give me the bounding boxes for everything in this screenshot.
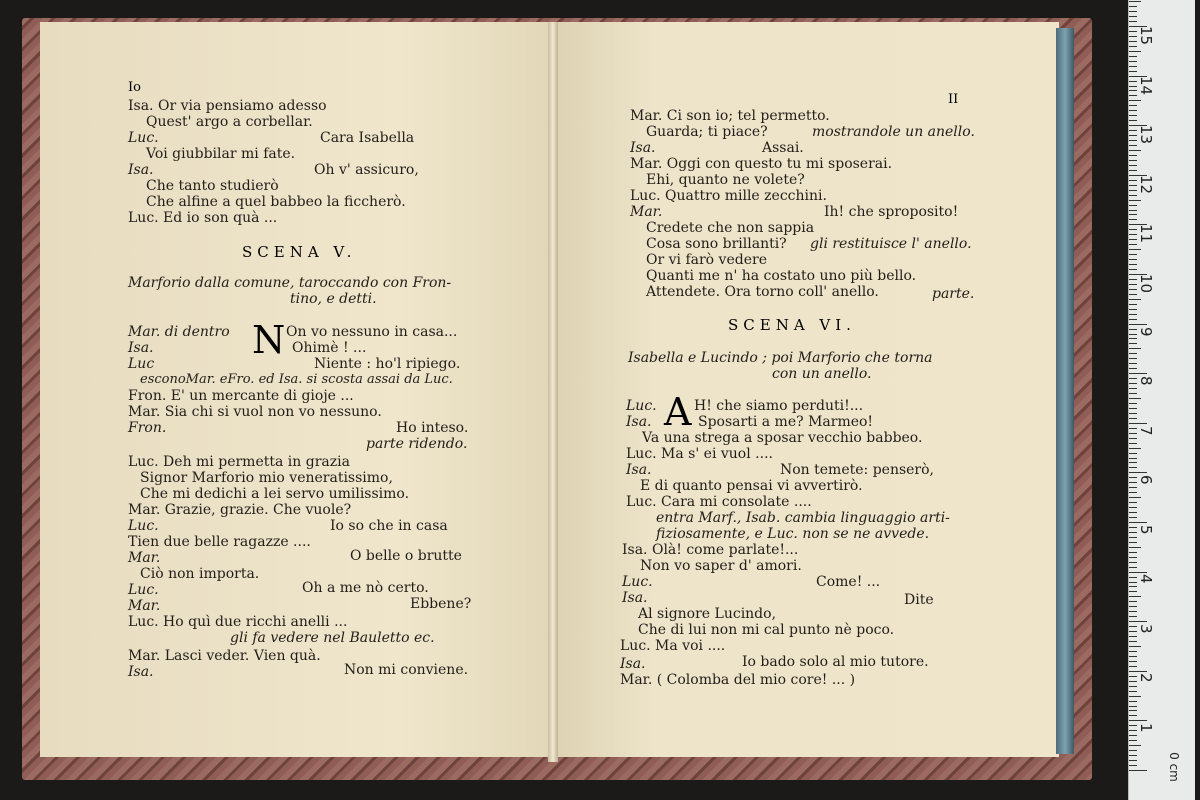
- ruler-tick: [1129, 100, 1141, 101]
- ruler-tick: [1129, 120, 1137, 121]
- ruler-tick: [1129, 720, 1147, 721]
- ruler-tick: [1129, 140, 1137, 141]
- ruler-tick: [1129, 150, 1141, 151]
- text-line: Ohimè ! ...: [292, 340, 367, 356]
- ruler-tick: [1129, 428, 1137, 429]
- ruler-tick: [1129, 214, 1137, 215]
- ruler-tick: [1129, 200, 1141, 201]
- ruler-tick: [1129, 462, 1137, 463]
- ruler-number: 14: [1137, 76, 1155, 96]
- text-line: Che alfine a quel babbeo la ficcherò.: [146, 194, 406, 210]
- ruler-tick: [1129, 299, 1141, 300]
- ruler-tick: [1129, 596, 1141, 597]
- ruler-number: 7: [1137, 426, 1155, 436]
- text-line: Quest' argo a corbellar.: [146, 114, 313, 130]
- ruler-tick: [1129, 210, 1137, 211]
- text-line: Luc.: [128, 582, 159, 598]
- text-line: Come! ...: [816, 574, 881, 590]
- scene-description: con un anello.: [772, 366, 872, 382]
- ruler-tick: [1129, 36, 1137, 37]
- ruler-tick: [1129, 249, 1141, 250]
- ruler-tick: [1129, 676, 1137, 677]
- text-line: Isa.: [626, 414, 652, 430]
- text-line: O belle o brutte: [350, 548, 462, 564]
- text-line: Mar. di dentro: [128, 324, 230, 340]
- ruler-tick: [1129, 467, 1137, 468]
- text-line: Va una strega a sposar vecchio babbeo.: [642, 430, 923, 446]
- ruler-tick: [1129, 81, 1137, 82]
- text-line: Mar.: [128, 598, 161, 614]
- ruler-tick: [1129, 542, 1137, 543]
- ruler-tick: [1129, 671, 1147, 672]
- ruler-tick: [1129, 681, 1137, 682]
- ruler-tick: [1129, 770, 1147, 771]
- text-line: Mar. Lasci veder. Vien quà.: [128, 648, 321, 664]
- ruler-number: 12: [1137, 175, 1155, 195]
- ruler-tick: [1129, 403, 1137, 404]
- ruler-tick: [1129, 373, 1147, 374]
- text-line: Al signore Lucindo,: [638, 606, 777, 622]
- text-line: H! che siamo perduti!...: [694, 398, 864, 414]
- text-line: Mar. ( Colomba del mio core! ... ): [620, 672, 856, 688]
- ruler-tick: [1129, 304, 1137, 305]
- text-line: Assai.: [762, 140, 804, 156]
- ruler-tick: [1129, 264, 1137, 265]
- ruler-tick: [1129, 582, 1137, 583]
- ruler-tick: [1129, 492, 1137, 493]
- left-page-number: Io: [128, 80, 141, 95]
- ruler-tick: [1129, 517, 1137, 518]
- ruler-number: 2: [1137, 673, 1155, 683]
- ruler-number: 4: [1137, 574, 1155, 584]
- ruler-tick: [1129, 105, 1137, 106]
- ruler-tick: [1129, 522, 1147, 523]
- ruler-tick: [1129, 666, 1137, 667]
- scene-description: tino, e detti.: [290, 291, 377, 307]
- stage-direction: gli restituisce l' anello.: [810, 236, 972, 252]
- ruler-unit-label: 0 cm: [1166, 752, 1181, 782]
- text-line: Oh v' assicuro,: [314, 162, 419, 178]
- text-line: Guarda; ti piace?: [646, 124, 768, 140]
- ruler-tick: [1129, 567, 1137, 568]
- ruler-tick: [1129, 90, 1137, 91]
- ruler-tick: [1129, 750, 1137, 751]
- text-line: Io so che in casa: [330, 518, 448, 534]
- ruler-tick: [1129, 621, 1147, 622]
- ruler-tick: [1129, 418, 1137, 419]
- ruler-tick: [1129, 86, 1137, 87]
- ruler-tick: [1129, 393, 1137, 394]
- ruler-tick: [1129, 353, 1137, 354]
- text-line: Luc: [128, 356, 155, 372]
- ruler-number: 13: [1137, 125, 1155, 145]
- ruler-tick: [1129, 701, 1137, 702]
- ruler-tick: [1129, 348, 1141, 349]
- text-line: Sposarti a me? Marmeo!: [698, 414, 874, 430]
- ruler-tick: [1129, 433, 1137, 434]
- text-line: Isa. Or via pensiamo adesso: [128, 98, 327, 114]
- scene-description: Isabella e Lucindo ; poi Marforio che torna: [628, 350, 933, 366]
- drop-cap: A: [664, 390, 692, 434]
- ruler-tick: [1129, 254, 1137, 255]
- text-line: Luc.: [622, 574, 653, 590]
- text-line: Ciò non importa.: [140, 566, 260, 582]
- text-line: Fron. E' un mercante di gioje ...: [128, 388, 354, 404]
- ruler-tick: [1129, 453, 1137, 454]
- ruler-number: 11: [1137, 224, 1155, 244]
- ruler-tick: [1129, 110, 1137, 111]
- ruler-tick: [1129, 309, 1137, 310]
- ruler-tick: [1129, 279, 1137, 280]
- ruler-tick: [1129, 661, 1137, 662]
- ruler-tick: [1129, 586, 1137, 587]
- ruler-tick: [1129, 61, 1137, 62]
- stage-direction: parte ridendo.: [366, 436, 468, 452]
- text-line: Voi giubbilar mi fate.: [146, 146, 296, 162]
- ruler-tick: [1129, 532, 1137, 533]
- page-edge: [1056, 28, 1074, 754]
- scene-description: Marforio dalla comune, taroccando con Fron-: [128, 275, 452, 291]
- ruler-tick: [1129, 765, 1137, 766]
- text-line: Mar.: [630, 204, 663, 220]
- ruler-number: 3: [1137, 624, 1155, 634]
- text-line: Ebbene?: [410, 596, 472, 612]
- text-line: Isa.: [622, 590, 648, 606]
- text-line: Isa. Olà! come parlate!...: [622, 542, 799, 558]
- ruler-tick: [1129, 115, 1137, 116]
- ruler-tick: [1129, 388, 1137, 389]
- text-line: Isa.: [128, 162, 154, 178]
- ruler-tick: [1129, 16, 1137, 17]
- ruler-tick: [1129, 170, 1137, 171]
- ruler-tick: [1129, 646, 1141, 647]
- ruler-tick: [1129, 745, 1141, 746]
- ruler-tick: [1129, 626, 1137, 627]
- ruler-tick: [1129, 507, 1137, 508]
- text-line: Io bado solo al mio tutore.: [742, 654, 929, 670]
- text-line: Non temete: penserò,: [780, 462, 934, 478]
- ruler-tick: [1129, 487, 1137, 488]
- ruler-tick: [1129, 234, 1137, 235]
- ruler-number: 10: [1137, 274, 1155, 294]
- ruler-number: 15: [1137, 26, 1155, 46]
- ruler-tick: [1129, 41, 1137, 42]
- text-line: Niente : ho'l ripiego.: [314, 356, 461, 372]
- ruler-tick: [1129, 378, 1137, 379]
- stage-direction: entra Marf., Isab. cambia linguaggio arti-: [656, 510, 950, 526]
- ruler-tick: [1129, 66, 1137, 67]
- ruler-tick: [1129, 269, 1137, 270]
- text-line: Or vi farò vedere: [646, 252, 767, 268]
- ruler-tick: [1129, 11, 1137, 12]
- stage-direction: parte.: [932, 286, 975, 302]
- text-line: Mar.: [128, 550, 161, 566]
- ruler-tick: [1129, 458, 1137, 459]
- text-line: Isa.: [626, 462, 652, 478]
- text-line: Isa.: [128, 340, 154, 356]
- right-page-number: II: [948, 92, 959, 107]
- ruler-tick: [1129, 715, 1137, 716]
- ruler-tick: [1129, 284, 1137, 285]
- ruler-tick: [1129, 472, 1147, 473]
- book-gutter: [548, 22, 558, 762]
- text-line: Luc. Cara mi consolate ....: [626, 494, 812, 510]
- ruler-tick: [1129, 730, 1137, 731]
- text-line: Cosa sono brillanti?: [646, 236, 787, 252]
- text-line: Luc. Ma voi ....: [620, 638, 726, 654]
- ruler-tick: [1129, 383, 1137, 384]
- stage-direction: gli fa vedere nel Bauletto ec.: [230, 630, 435, 646]
- ruler-tick: [1129, 145, 1137, 146]
- ruler-number: 1: [1137, 723, 1155, 733]
- text-line: Isa.: [630, 140, 656, 156]
- ruler-tick: [1129, 502, 1137, 503]
- ruler-tick: [1129, 21, 1137, 22]
- ruler-tick: [1129, 448, 1141, 449]
- ruler-tick: [1129, 259, 1137, 260]
- ruler-tick: [1129, 696, 1141, 697]
- ruler-tick: [1129, 358, 1137, 359]
- ruler-tick: [1129, 95, 1137, 96]
- ruler-tick: [1129, 740, 1137, 741]
- ruler-tick: [1129, 443, 1137, 444]
- text-line: Mar. Grazie, grazie. Che vuole?: [128, 502, 352, 518]
- text-line: Isa.: [620, 656, 646, 672]
- stage-direction: esconoMar. eFro. ed Isa. si scosta assai da Luc.: [140, 372, 453, 387]
- text-line: Fron.: [128, 420, 167, 436]
- ruler-tick: [1129, 160, 1137, 161]
- ruler-tick: [1129, 239, 1137, 240]
- ruler-tick: [1129, 656, 1137, 657]
- text-line: Non vo saper d' amori.: [640, 558, 802, 574]
- ruler-tick: [1129, 244, 1137, 245]
- text-line: Luc. Quattro mille zecchini.: [630, 188, 827, 204]
- ruler-tick: [1129, 6, 1137, 7]
- ruler-tick: [1129, 572, 1147, 573]
- ruler-tick: [1129, 725, 1137, 726]
- ruler-tick: [1129, 706, 1137, 707]
- ruler-tick: [1129, 165, 1137, 166]
- ruler-tick: [1129, 611, 1137, 612]
- ruler-tick: [1129, 319, 1137, 320]
- ruler-tick: [1129, 710, 1137, 711]
- text-line: Cara Isabella: [320, 130, 415, 146]
- scene-title: SCENA V.: [242, 243, 357, 261]
- ruler-tick: [1129, 423, 1147, 424]
- drop-cap: N: [252, 318, 286, 362]
- ruler-tick: [1129, 616, 1137, 617]
- ruler-tick: [1129, 185, 1137, 186]
- ruler-tick: [1129, 601, 1137, 602]
- ruler-number: 8: [1137, 376, 1155, 386]
- ruler-tick: [1129, 438, 1137, 439]
- ruler-tick: [1129, 324, 1147, 325]
- ruler-tick: [1129, 71, 1137, 72]
- ruler-tick: [1129, 591, 1137, 592]
- text-line: On vo nessuno in casa...: [286, 324, 458, 340]
- ruler-tick: [1129, 562, 1137, 563]
- ruler-tick: [1129, 229, 1137, 230]
- ruler-tick: [1129, 577, 1137, 578]
- ruler-tick: [1129, 190, 1137, 191]
- ruler-tick: [1129, 557, 1137, 558]
- text-line: Isa.: [128, 664, 154, 680]
- text-line: Luc. Ed io son quà ...: [128, 210, 278, 226]
- ruler-tick: [1129, 195, 1137, 196]
- ruler-tick: [1129, 760, 1137, 761]
- ruler-number: 6: [1137, 475, 1155, 485]
- stage-direction: mostrandole un anello.: [812, 124, 975, 140]
- text-line: Luc.: [128, 130, 159, 146]
- ruler-tick: [1129, 398, 1141, 399]
- text-line: Luc.: [128, 518, 159, 534]
- ruler-tick: [1129, 219, 1137, 220]
- text-line: Che tanto studierò: [146, 178, 279, 194]
- ruler-tick: [1129, 294, 1137, 295]
- ruler-tick: [1129, 413, 1137, 414]
- text-line: Mar. Oggi con questo tu mi sposerai.: [630, 156, 893, 172]
- ruler-tick: [1129, 1, 1141, 2]
- ruler-tick: [1129, 641, 1137, 642]
- ruler-tick: [1129, 537, 1137, 538]
- text-line: Signor Marforio mio veneratissimo,: [140, 470, 393, 486]
- ruler-tick: [1129, 56, 1137, 57]
- ruler-tick: [1129, 363, 1137, 364]
- ruler-tick: [1129, 368, 1137, 369]
- ruler-tick: [1129, 46, 1137, 47]
- text-line: Ih! che sproposito!: [824, 204, 959, 220]
- ruler-tick: [1129, 735, 1137, 736]
- ruler-tick: [1129, 477, 1137, 478]
- text-line: Che di lui non mi cal punto nè poco.: [638, 622, 895, 638]
- ruler-tick: [1129, 552, 1137, 553]
- text-line: Attendete. Ora torno coll' anello.: [646, 284, 879, 300]
- text-line: Dite: [904, 592, 934, 608]
- measuring-ruler: [1128, 0, 1195, 800]
- ruler-number: 5: [1137, 525, 1155, 535]
- ruler-tick: [1129, 155, 1137, 156]
- ruler-tick: [1129, 686, 1137, 687]
- ruler-tick: [1129, 408, 1137, 409]
- ruler-tick: [1129, 631, 1137, 632]
- text-line: Luc. Deh mi permetta in grazia: [128, 454, 350, 470]
- text-line: Luc. Ma s' ei vuol ....: [626, 446, 773, 462]
- ruler-tick: [1129, 606, 1137, 607]
- ruler-tick: [1129, 51, 1141, 52]
- ruler-tick: [1129, 755, 1137, 756]
- ruler-tick: [1129, 512, 1137, 513]
- ruler-tick: [1129, 329, 1137, 330]
- ruler-tick: [1129, 135, 1137, 136]
- ruler-tick: [1129, 343, 1137, 344]
- ruler-tick: [1129, 334, 1137, 335]
- text-line: Che mi dedichi a lei servo umilissimo.: [140, 486, 410, 502]
- ruler-tick: [1129, 547, 1141, 548]
- ruler-tick: [1129, 205, 1137, 206]
- text-line: Mar. Ci son io; tel permetto.: [630, 108, 830, 124]
- text-line: Tien due belle ragazze ....: [128, 534, 311, 550]
- text-line: Oh a me nò certo.: [302, 580, 429, 596]
- ruler-tick: [1129, 651, 1137, 652]
- stage-direction: fiziosamente, e Luc. non se ne avvede.: [656, 526, 930, 542]
- text-line: E di quanto pensai vi avvertirò.: [640, 478, 863, 494]
- ruler-tick: [1129, 130, 1137, 131]
- ruler-tick: [1129, 289, 1137, 290]
- text-line: Luc.: [626, 398, 657, 414]
- ruler-number: 9: [1137, 327, 1155, 337]
- ruler-tick: [1129, 31, 1137, 32]
- ruler-tick: [1129, 527, 1137, 528]
- text-line: Luc. Ho quì due ricchi anelli ...: [128, 614, 348, 630]
- ruler-tick: [1129, 180, 1137, 181]
- text-line: Quanti me n' ha costato uno più bello.: [646, 268, 917, 284]
- text-line: Non mi conviene.: [344, 662, 469, 678]
- text-line: Credete che non sappia: [646, 220, 815, 236]
- ruler-tick: [1129, 636, 1137, 637]
- ruler-tick: [1129, 691, 1137, 692]
- ruler-tick: [1129, 338, 1137, 339]
- text-line: Ehi, quanto ne volete?: [646, 172, 805, 188]
- ruler-tick: [1129, 482, 1137, 483]
- text-line: Mar. Sia chi si vuol non vo nessuno.: [128, 404, 382, 420]
- scene-title: SCENA VI.: [728, 316, 856, 334]
- ruler-tick: [1129, 314, 1137, 315]
- ruler-tick: [1129, 497, 1141, 498]
- text-line: Ho inteso.: [396, 420, 469, 436]
